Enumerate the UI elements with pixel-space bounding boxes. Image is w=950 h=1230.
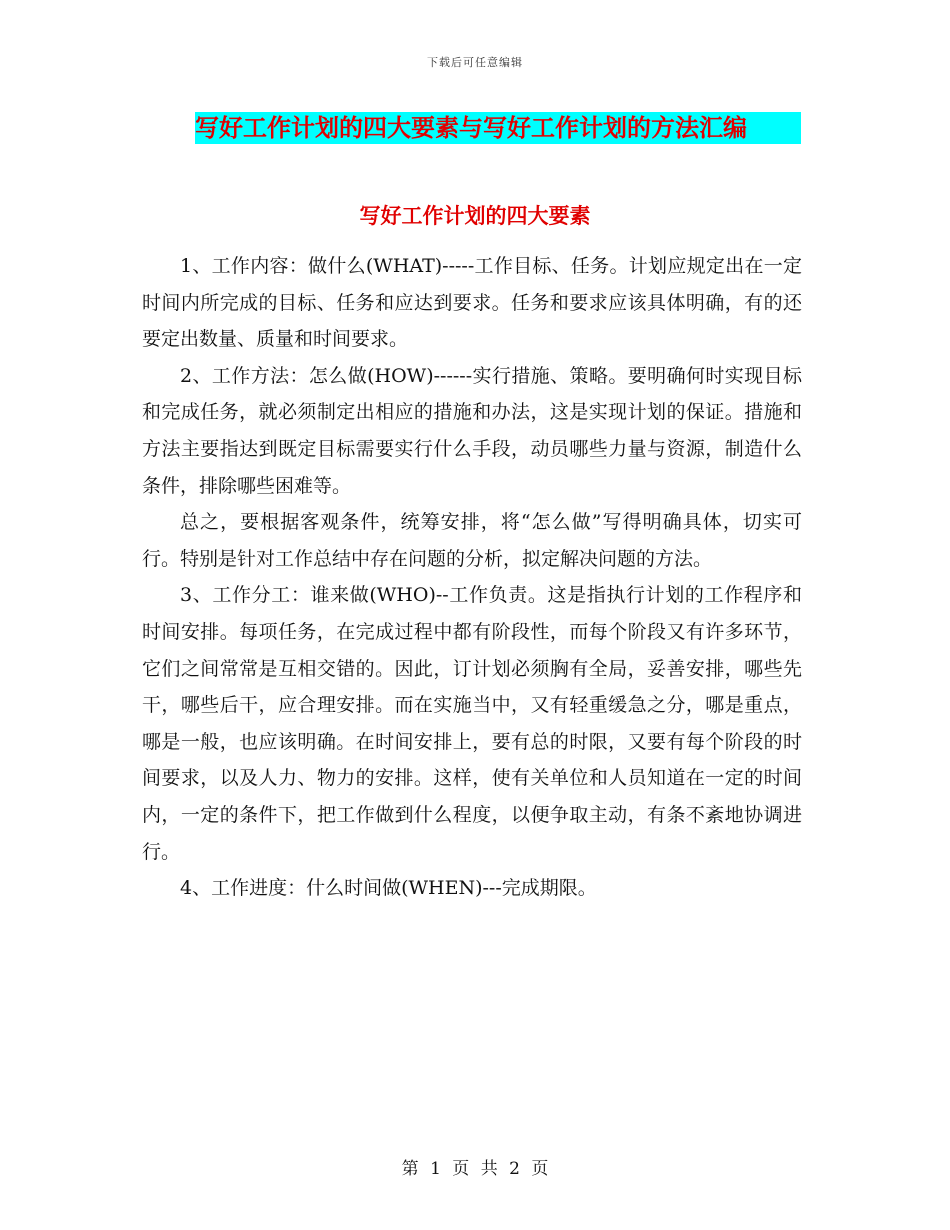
- paragraph-work-method: 2、工作方法：怎么做(HOW)------实行措施、策略。要明确何时实现目标和完成任务，就必须制定出相应的措施和办法，这是实现计划的保证。措施和方法主要指达到既定目标需要实行什么手段，动员哪些力量与资源，制造什么条件，排除哪些困难等。: [142, 364, 802, 497]
- paragraph-work-schedule: 4、工作进度：什么时间做(WHEN)---完成期限。: [180, 877, 597, 900]
- paragraph-work-content: 1、工作内容：做什么(WHAT)-----工作目标、任务。计划应规定出在一定时间内所完成的目标、任务和应达到要求。任务和要求应该具体明确，有的还要定出数量、质量和时间要求。: [142, 255, 802, 351]
- document-body: [142, 248, 802, 907]
- page-header-note: 下载后可任意编辑: [427, 56, 523, 69]
- section-title: 写好工作计划的四大要素: [359, 203, 591, 228]
- paragraph-summary: 总之，要根据客观条件，统筹安排，将“怎么做”写得明确具体，切实可行。特别是针对工作总结中存在问题的分析，拟定解决问题的方法。: [142, 511, 802, 570]
- paragraph-work-division: 3、工作分工：谁来做(WHO)--工作负责。这是指执行计划的工作程序和时间安排。每项任务，在完成过程中都有阶段性，而每个阶段又有许多环节，它们之间常常是互相交错的。因此，订计划必须胸有全局，妥善安排，哪些先干，哪些后干，应合理安排。而在实施当中，又有轻重缓急之分，哪是重点，哪是一般，也应该明确。在时间安排上，要有总的时限，又要有每个阶段的时间要求，以及人力、物力的安排。这样，使有关单位和人员知道在一定的时间内，一定的条件下，把工作做到什么程度，以便争取主动，有条不紊地协调进行。: [142, 584, 802, 863]
- document-main-title: 写好工作计划的四大要素与写好工作计划的方法汇编: [195, 112, 801, 144]
- page-number-footer: 第 1 页 共 2 页: [401, 1159, 549, 1179]
